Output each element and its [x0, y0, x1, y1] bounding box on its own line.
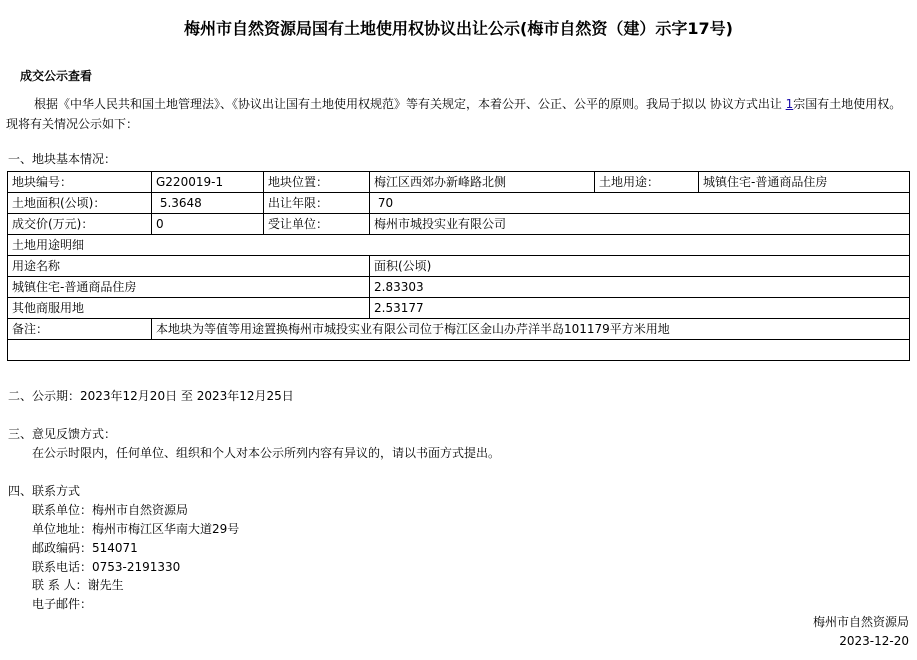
intro-text-before: 根据《中华人民共和国土地管理法》、《协议出让国有土地使用权规范》等有关规定，本着公开、公正、公平的原则。我局于拟以 协议方式出让: [34, 97, 786, 111]
parcel-count-link[interactable]: 1: [785, 97, 794, 111]
section2-period: 二、公示期：2023年12月20日 至 2023年12月25日: [8, 389, 294, 403]
land-info-table: [7, 171, 910, 361]
table-row: [8, 298, 910, 319]
page-subtitle: 成交公示查看: [20, 69, 93, 83]
use-area-cell: 2.53177: [370, 298, 910, 319]
term-value: 70: [370, 193, 910, 214]
section3-heading: 三、意见反馈方式：: [8, 427, 117, 441]
empty-row: [8, 340, 910, 361]
term-label: 出让年限：: [264, 193, 370, 214]
table-row: [8, 277, 910, 298]
use-name-cell: 其他商服用地: [8, 298, 370, 319]
table-row: [8, 235, 910, 256]
section4-heading: 四、联系方式: [8, 484, 81, 498]
location-value: 梅江区西郊办新峰路北侧: [370, 172, 595, 193]
contact-postcode: 邮政编码：514071: [32, 541, 138, 555]
use-name-cell: 城镇住宅-普通商品住房: [8, 277, 370, 298]
area-label: 土地面积(公顷)：: [8, 193, 152, 214]
section3-body: 在公示时限内，任何单位、组织和个人对本公示所列内容有异议的，请以书面方式提出。: [32, 446, 501, 460]
signature-org: 梅州市自然资源局: [812, 615, 909, 629]
table-row: [8, 193, 910, 214]
remark-label: 备注：: [8, 319, 152, 340]
intro-paragraph: [6, 94, 911, 134]
buyer-value: 梅州市城投实业有限公司: [370, 214, 910, 235]
signature-date: 2023-12-20: [839, 634, 909, 648]
page-title: 梅州市自然资源局国有土地使用权协议出让公示(梅市自然资（建）示字17号): [184, 19, 733, 38]
parcel-no-label: 地块编号：: [8, 172, 152, 193]
table-row: [8, 319, 910, 340]
remark-value: 本地块为等值等用途置换梅州市城投实业有限公司位于梅江区金山办芹洋半岛101179平方米用地: [152, 319, 910, 340]
contact-address: 单位地址：梅州市梅江区华南大道29号: [32, 522, 240, 536]
use-area-cell: 2.83303: [370, 277, 910, 298]
contact-person: 联 系 人：谢先生: [32, 578, 124, 592]
section1-heading: 一、地块基本情况：: [8, 152, 117, 166]
price-value: 0: [152, 214, 264, 235]
use-name-header: 用途名称: [8, 256, 370, 277]
land-use-value: 城镇住宅-普通商品住房: [699, 172, 910, 193]
contact-phone: 联系电话：0753-2191330: [32, 560, 181, 574]
table-row: [8, 214, 910, 235]
table-row: [8, 256, 910, 277]
contact-unit: 联系单位：梅州市自然资源局: [32, 503, 189, 517]
table-row: [8, 340, 910, 361]
table-row: [8, 172, 910, 193]
area-value: 5.3648: [152, 193, 264, 214]
land-use-label: 土地用途：: [595, 172, 699, 193]
buyer-label: 受让单位：: [264, 214, 370, 235]
location-label: 地块位置：: [264, 172, 370, 193]
parcel-no-value: G220019-1: [152, 172, 264, 193]
price-label: 成交价(万元)：: [8, 214, 152, 235]
use-area-header: 面积(公顷): [370, 256, 910, 277]
intro-text-after: 宗国有土地使用权。现将有关情况公示如下：: [6, 97, 902, 131]
use-detail-heading: 土地用途明细: [8, 235, 910, 256]
contact-email: 电子邮件：: [32, 597, 93, 611]
